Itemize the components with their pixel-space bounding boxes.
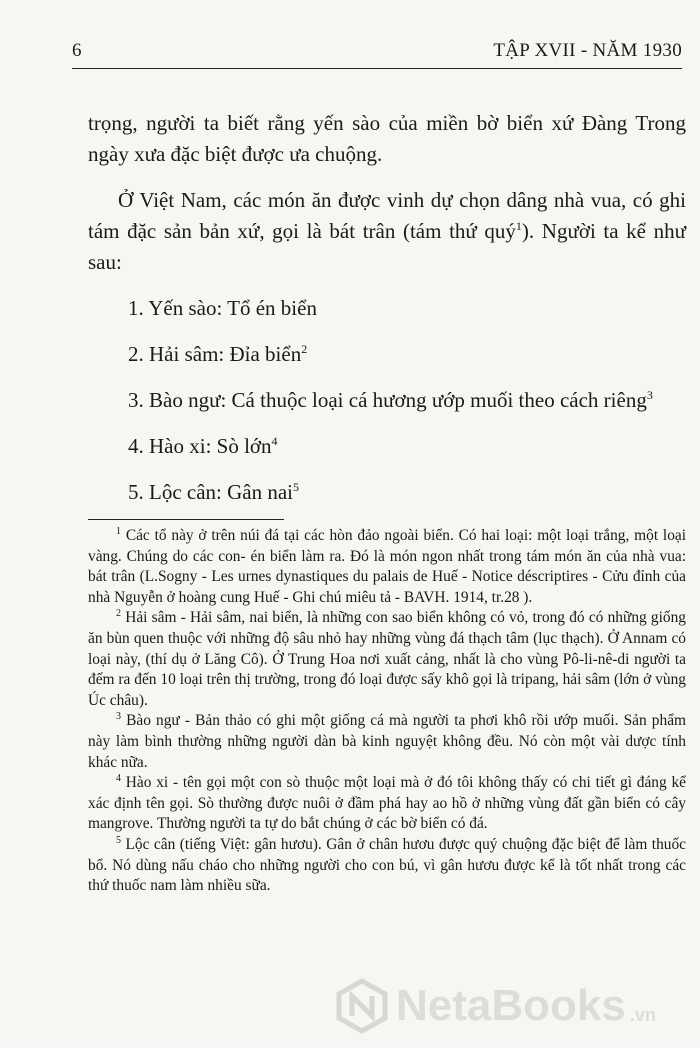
list-item-text: 3. Bào ngư: Cá thuộc loại cá hương ướp muối theo cách riêng xyxy=(128,388,647,412)
list-item-text: 2. Hải sâm: Đỉa biển xyxy=(128,342,302,366)
list-item xyxy=(88,293,686,324)
footnote-number: 5 xyxy=(116,834,121,846)
list-item-text: 4. Hào xi: Sò lớn xyxy=(128,434,272,458)
footnote-mark: 5 xyxy=(293,480,300,494)
footnote xyxy=(88,773,686,835)
netabooks-logo-icon xyxy=(334,978,390,1034)
watermark xyxy=(334,968,694,1044)
footnote-number: 3 xyxy=(116,711,121,723)
footnote-mark: 1 xyxy=(515,219,522,233)
footnote xyxy=(88,835,686,897)
list-item xyxy=(88,477,686,508)
footnote-divider xyxy=(88,519,284,520)
paragraph-text: Ở Việt Nam, các món ăn được vinh dự chọn dâng nhà vua, có ghi tám đặc sản bản xứ, gọi là bát trân (tám thứ quý xyxy=(88,188,686,243)
list-item-text: 1. Yến sào: Tổ én biển xyxy=(128,296,317,320)
watermark-suffix: .vn xyxy=(629,1004,656,1025)
paragraph-text: ). Người ta kể như sau: xyxy=(88,219,686,274)
list-item xyxy=(88,339,686,370)
footnote-number: 1 xyxy=(116,526,121,537)
footnote-text: Hào xi - tên gọi một con sò thuộc một loại mà ở đó tôi không thấy có chi tiết gì đáng kể xác định tên gọi. Sò thường được nuôi ở đầm phá hay ao hồ ở những vùng đất gần biển có cây mangrove. Thường người ta tự do bắt chúng ở các bờ biển có đá. xyxy=(88,774,686,833)
footnote-mark: 3 xyxy=(646,388,653,402)
footnotes xyxy=(88,526,686,897)
footnote-text: Bào ngư - Bản thảo có ghi một giống cá mà người ta phơi khô rồi ướp muối. Sản phẩm này làm bình thường những người dàn bà kinh nguyệt không đều. Nó còn một vài dược tính khác nữa. xyxy=(88,712,686,771)
footnote-number: 4 xyxy=(116,773,121,785)
watermark-brand: NetaBooks xyxy=(396,981,626,1030)
list-item xyxy=(88,385,686,416)
paragraph: trọng, người ta biết rằng yến sào của miền bờ biển xứ Đàng Trong ngày xưa đặc biệt được ưa chuộng. xyxy=(88,111,686,166)
footnote-text: Lộc cân (tiếng Việt: gân hươu). Gân ở chân hươu được quý chuộng đặc biệt để làm thuốc bổ. Nó dùng nấu cháo cho những người cho con bú, vì gân hươu được kể là tốt nhất trong các thứ thuốc nam làm nhiều sữa. xyxy=(88,835,686,895)
footnote xyxy=(88,711,686,773)
list-item xyxy=(88,431,686,462)
footnote-text: Hải sâm - Hải sâm, nai biển, là những con sao biển không có vỏ, trong đó có những giống ăn bùn quen thuộc với những độ sâu nhỏ hay những vùng đá thạch tâm (lục thạch). Ở Annam có loại này, (thí dụ ở Lăng Cô). Ở Trung Hoa nơi xuất cảng, nhất là cho vùng Pô-li-nê-di người ta đếm ra đến 10 loại trên thị trường, trong đó loại được sấy khô gọi là tripang, hải sâm (lớn ở vùng Úc châu). xyxy=(88,609,686,709)
footnote-number: 2 xyxy=(116,608,121,620)
running-head: TẬP XVII - NĂM 1930 xyxy=(493,40,682,61)
list-item-text: 5. Lộc cân: Gân nai xyxy=(128,480,294,504)
footnote xyxy=(88,608,686,711)
page-header xyxy=(72,40,682,69)
footnote-mark: 4 xyxy=(271,434,278,448)
footnote-text: Các tổ này ở trên núi đá tại các hòn đảo ngoài biển. Có hai loại: một loại trắng, một loại vàng. Chúng do các con- én biển làm ra. Đó là món ngon nhất trong tám món ăn của nhà vua: bát trân (L.Sogny - Les urnes dynastiques du palais de Huế - Notice déscriptires - Cửu đỉnh của nhà Nguyễn ở hoàng cung Huế - Ghi chú miêu tả - BAVH. 1914, tr.28 ). xyxy=(88,527,686,606)
page-number: 6 xyxy=(72,40,82,61)
footnote xyxy=(88,526,686,608)
footnote-mark: 2 xyxy=(301,342,308,356)
main-text xyxy=(88,108,686,508)
paragraph xyxy=(88,185,686,278)
